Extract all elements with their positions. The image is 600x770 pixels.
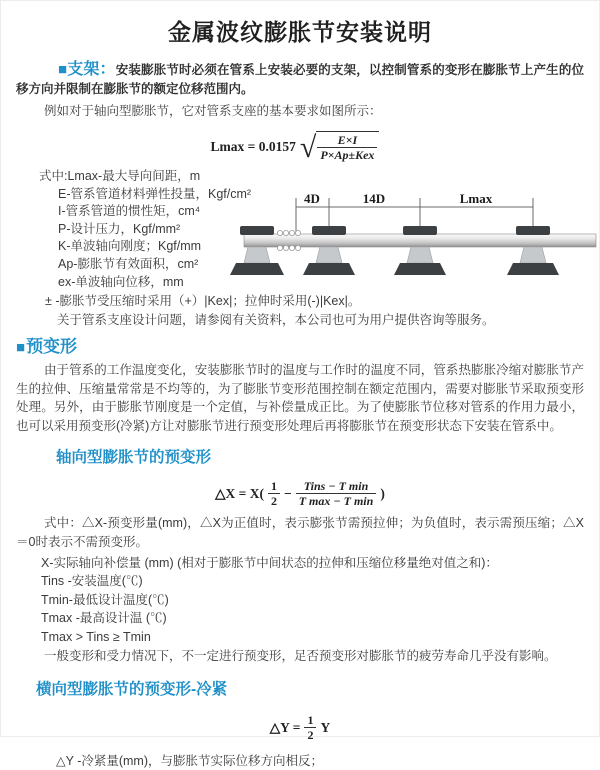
half-numerator: 1 xyxy=(307,713,314,728)
axial-symbol-line: Tins -安装温度(℃) xyxy=(41,574,143,589)
formula1-fraction xyxy=(317,133,377,162)
symbol-definitions-block xyxy=(1,168,599,328)
lateral-note: △Y -冷紧量(mm)，与膨胀节实际位移方向相反； xyxy=(56,754,324,769)
support-example-text: 例如对于轴向型膨胀节，它对管系支座的基本要求如图所示： xyxy=(44,104,382,118)
definition-line: Ap-膨胀节有效面积，cm² xyxy=(58,256,199,271)
axial-predeform-formula xyxy=(1,479,599,508)
dim-label-4d: 4D xyxy=(304,191,320,206)
half-denominator: 2 xyxy=(304,727,316,742)
saddle-support-1 xyxy=(303,226,355,275)
one-half-fraction xyxy=(268,479,280,508)
predeform-paragraph: 由于管系的工作温度变化，安装膨胀节时的温度与工作时的温度不同，管系热膨胀冷缩对膨胀节产生的拉伸、压缩量常常是不均等的，为了膨胀节变形范围控制在额定范围内，需要对膨胀节采取预变形处理。另外，由于膨胀节刚度是一个定值，与补偿量成正比。为了使膨胀节位移对管系的作用力最小，也可以采用预变形(冷紧)方让对膨胀节进行预变形处理后再将膨胀节在预变形状态下安装在管系中。 xyxy=(16,363,584,433)
one-half-fraction xyxy=(304,713,316,742)
lateral-coldpull-formula xyxy=(1,713,599,742)
formula1-denominator: P×Ap±Kex xyxy=(317,147,377,162)
support-section-heading xyxy=(58,61,116,78)
support-heading-label: 支架： xyxy=(67,61,116,78)
definition-line: P-设计压力，Kgf/mm² xyxy=(58,221,181,236)
formula2-lhs: △X = X( xyxy=(215,485,264,501)
blue-square-bullet-icon: ■ xyxy=(58,61,68,78)
axial-explanation: 式中：△X-预变形量(mm)，△X为正值时，表示膨张节需预拉伸；为负值时，表示需预压缩；△X＝0时表示不需预变形。 xyxy=(16,516,584,549)
minus-sign: − xyxy=(284,485,292,501)
definition-line: 式中:Lmax-最大导向间距，m xyxy=(39,169,201,183)
temp-denominator: T max − T min xyxy=(296,493,377,508)
predeform-heading-label: 预变形 xyxy=(26,337,78,356)
formula2-rhs: ) xyxy=(380,485,385,501)
half-denominator: 2 xyxy=(268,493,280,508)
dim-label-14d: 14D xyxy=(362,191,386,206)
predeform-section-heading xyxy=(16,332,599,357)
saddle-support-3 xyxy=(507,226,559,275)
lateral-subheading: 横向型膨胀节的预变形-冷紧 xyxy=(36,681,228,699)
definition-line: ex-单波轴向位移，mm xyxy=(58,274,184,289)
guide-spacing-formula xyxy=(0,131,599,162)
dim-label-lmax: Lmax xyxy=(459,191,493,206)
half-numerator: 1 xyxy=(271,479,277,494)
axial-closing-note: 一般变形和受力情况下，不一定进行预变形，足否预变形对膨胀节的疲劳寿命几乎没有影响。 xyxy=(44,648,557,663)
sqrt-radical xyxy=(300,131,380,162)
axial-symbol-line: X-实际轴向补偿量 (mm) (相对于膨胀节中间状态的拉伸和压缩位移量绝对值之和)： xyxy=(41,555,498,570)
saddle-support-2 xyxy=(394,226,446,275)
blue-square-bullet-icon: ■ xyxy=(16,339,26,356)
pipe xyxy=(244,234,596,247)
page-title: 金属波纹膨胀节安装说明 xyxy=(168,19,432,45)
temperature-fraction xyxy=(296,479,377,508)
consulting-note: 关于管系支座设计问题，请参阅有关资料，本公司也可为用户提供咨询等服务。 xyxy=(57,313,495,328)
axial-subheading: 轴向型膨胀节的预变形 xyxy=(56,449,212,467)
formula3-lhs: △Y = xyxy=(269,719,301,735)
axial-symbol-line: Tmin-最低设计温度(℃) xyxy=(41,592,169,607)
pipe-support-diagram xyxy=(244,190,596,285)
kex-sign-note: ± -膨胀节受压缩时采用（+）|Kex|；拉伸时采用(-)|Kex|。 xyxy=(45,294,361,309)
formula1-numerator: E×I xyxy=(337,133,358,147)
temp-numerator: Tins − T min xyxy=(303,479,369,494)
formula1-lhs: Lmax = 0.0157 xyxy=(210,138,296,154)
axial-symbol-line: Tmax -最高设计温 (℃) xyxy=(41,611,167,626)
support-paragraph xyxy=(16,60,584,99)
definition-line: K-单波轴向刚度；Kgf/mm xyxy=(58,239,202,254)
definition-line: E-管系管道材料弹性投量，Kgf/cm² xyxy=(58,186,252,201)
formula1-radicand xyxy=(316,131,379,162)
support-intro-text: 安装膨胀节时必须在管系上安装必要的支架，以控制管系的变形在膨胀节上产生的位移方向并限制在膨胀节的额定位移范围内。 xyxy=(16,63,584,96)
axial-symbol-list xyxy=(1,554,599,647)
definition-line: I-管系管道的惯性矩，cm⁴ xyxy=(58,204,201,219)
radical-sign-icon: √ xyxy=(299,130,317,164)
axial-symbol-line: Tmax > Tins ≥ Tmin xyxy=(41,629,151,644)
formula3-rhs: Y xyxy=(320,719,331,735)
